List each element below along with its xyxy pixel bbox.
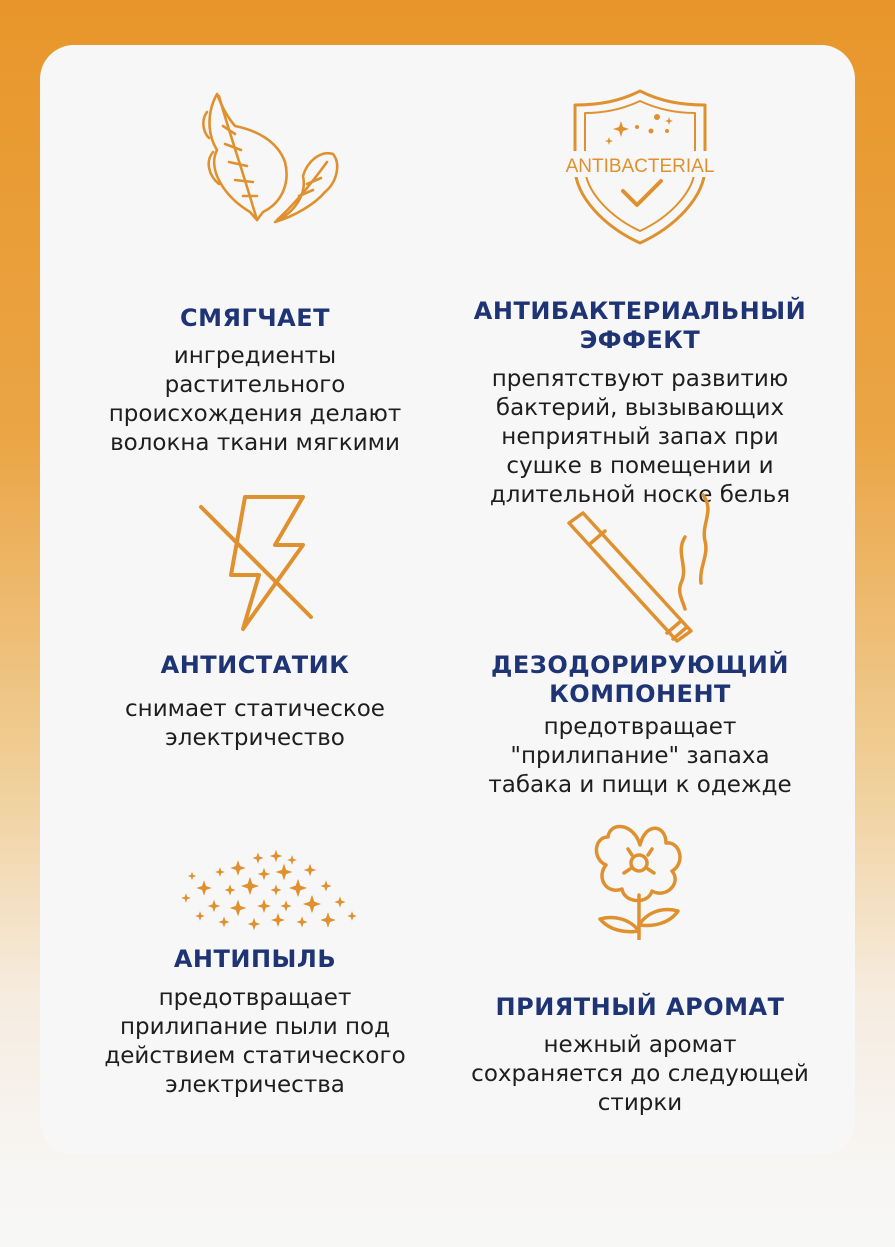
feature-title-line: ДЕЗОДОРИРУЮЩИЙ [491, 651, 789, 679]
feature-title-line: СМЯГЧАЕТ [179, 304, 330, 332]
cigarette-smoke-icon [555, 493, 720, 648]
feature-desc-line: снимает статическое [125, 696, 385, 722]
feature-deodorizing [440, 493, 840, 813]
feature-title-line: КОМПОНЕНТ [549, 680, 731, 708]
feature-desc-line: "прилипание" запаха [510, 743, 770, 769]
feature-desc-line: предотвращает [543, 714, 737, 740]
feature-desc-line: длительной носке белья [489, 482, 791, 508]
flower-icon [590, 815, 690, 940]
feature-desc-line: табака и пищи к одежде [488, 772, 792, 798]
feature-title-line: ПРИЯТНЫЙ АРОМАТ [495, 993, 785, 1021]
antibacterial-shield-icon [565, 87, 715, 247]
feature-antistatic [55, 493, 455, 763]
feature-desc-line: ингредиенты [173, 343, 337, 369]
feature-desc-line: сохраняется до следующей [471, 1061, 809, 1087]
feature-title-line: АНТИПЫЛЬ [173, 945, 337, 973]
antibacterial-badge: ANTIBACTERIAL [565, 156, 715, 177]
feather-icon [195, 92, 345, 227]
feature-antidust [55, 850, 455, 1110]
feature-desc-line: электричество [165, 725, 345, 751]
feature-desc-line: бактерий, вызывающих [495, 395, 785, 421]
feature-desc-line: волокна ткани мягкими [110, 430, 400, 456]
feature-desc-line: происхождения делают [108, 401, 402, 427]
feature-desc-line: электричества [165, 1072, 345, 1098]
feature-softens [55, 90, 455, 456]
feature-desc-line: прилипание пыли под [120, 1014, 390, 1040]
feature-desc-line: неприятный запах при [501, 424, 779, 450]
feature-antibacterial [440, 85, 840, 508]
feature-desc-line: препятствуют развитию [491, 366, 789, 392]
feature-desc-line: стирки [597, 1090, 683, 1116]
feature-title-line: ЭФФЕКТ [579, 326, 701, 354]
feature-title-line: АНТИБАКТЕРИАЛЬНЫЙ [473, 297, 807, 325]
feature-desc-line: действием статического [104, 1043, 406, 1069]
feature-aroma [440, 815, 840, 1116]
features-card [40, 45, 855, 1155]
feature-desc-line: сушке в помещении и [506, 453, 774, 479]
feature-title-line: АНТИСТАТИК [160, 651, 350, 679]
dust-sparkles-icon [180, 850, 360, 940]
feature-desc-line: нежный аромат [543, 1032, 737, 1058]
feature-desc-line: предотвращает [158, 985, 352, 1011]
feature-desc-line: растительного [164, 372, 346, 398]
crossed-lightning-icon [195, 493, 320, 633]
